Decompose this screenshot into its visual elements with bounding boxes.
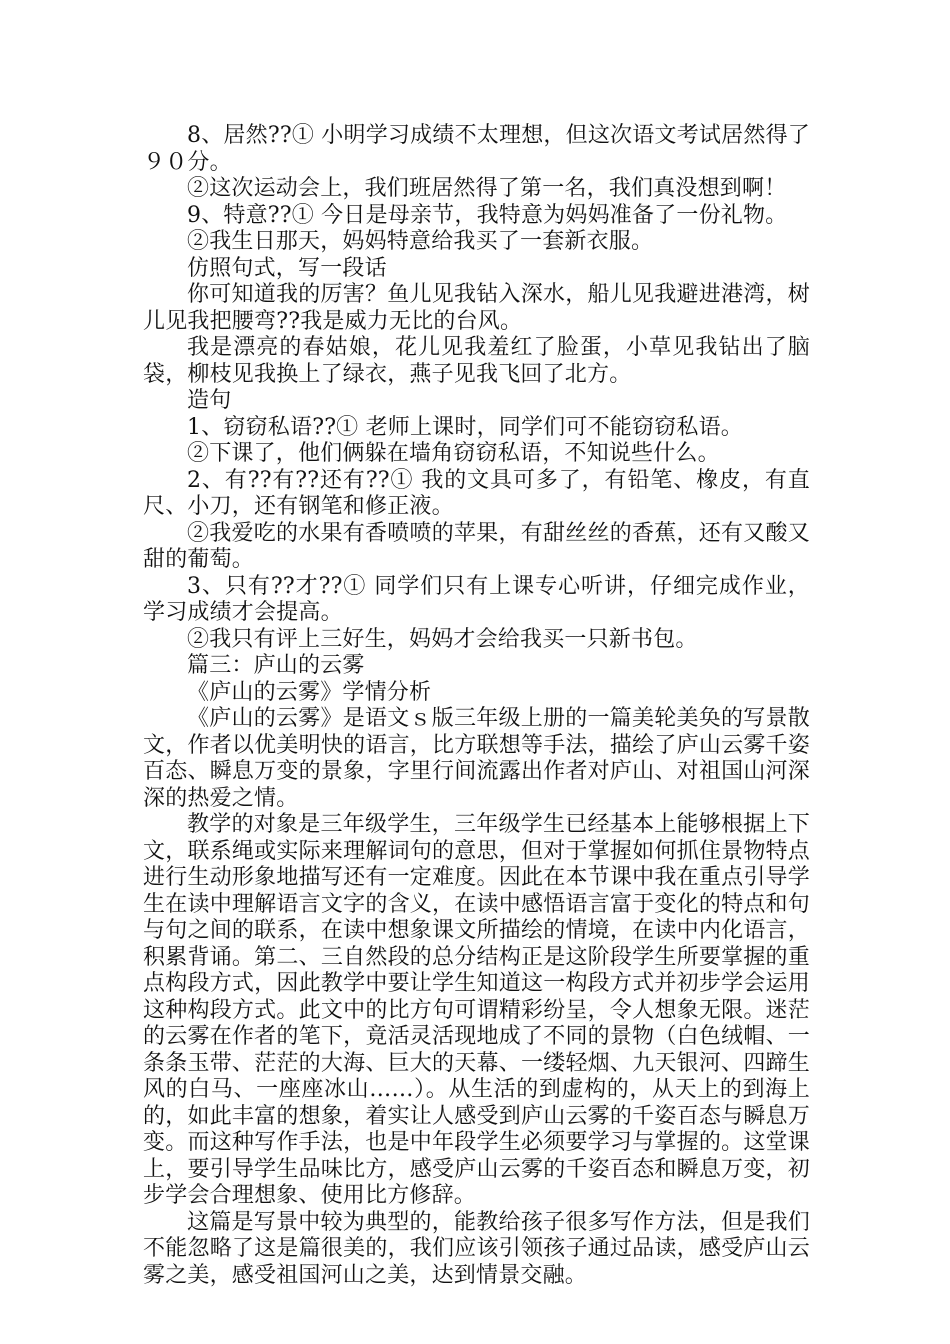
paragraph-1: 8、居然??① 小明学习成绩不太理想，但这次语文考试居然得了９０分。 xyxy=(143,123,810,175)
paragraph-18: 教学的对象是三年级学生，三年级学生已经基本上能够根据上下文，联系绳或实际来理解词句的意思，但对于掌握如何抓住景物特点进行生动形象地描写还有一定难度。因此在本节课中我在重点引导学生在读中理解语言文字的含义，在读中感悟语言富于变化的特点和句与句之间的联系，在读中想象课文所描绘的情境，在读中内化语言，积累背诵。第二、三自然段的总分结构正是这阶段学生所要掌握的重点构段方式，因此教学中要让学生知道这一构段方式并初步学会运用这种构段方式。此文中的比方句可谓精彩纷呈，令人想象无限。迷茫的云雾在作者的笔下，竟活灵活现地成了不同的景物（白色绒帽、一条条玉带、茫茫的大海、巨大的天幕、一缕轻烟、九天银河、四蹄生风的白马、一座座冰山……）。从生活的到虚构的，从天上的到海上的，如此丰富的想象，着实让人感受到庐山云雾的千姿百态与瞬息万变。而这种写作手法，也是中年段学生必须要学习与掌握的。这堂课上，要引导学生品味比方，感受庐山云雾的千姿百态和瞬息万变，初步学会合理想象、使用比方修辞。 xyxy=(143,812,810,1208)
section-heading-part-three: 篇三：庐山的云雾 xyxy=(187,653,365,678)
section-heading-analysis: 《庐山的云雾》学情分析 xyxy=(187,679,432,705)
section-heading-sentences: 造句 xyxy=(187,388,232,413)
paragraph-6: 你可知道我的厉害？鱼儿见我钻入深水，船儿见我避进港湾，树儿见我把腰弯??我是威力无比的台风。 xyxy=(143,282,810,334)
paragraph-14: ②我只有评上三好生，妈妈才会给我买一只新书包。 xyxy=(187,626,698,652)
paragraph-4: ②我生日那天，妈妈特意给我买了一套新衣服。 xyxy=(187,229,654,254)
paragraph-13: 3、只有??才??① 同学们只有上课专心听讲，仔细完成作业，学习成绩才会提高。 xyxy=(143,573,810,625)
paragraph-12: ②我爱吃的水果有香喷喷的苹果，有甜丝丝的香蕉，还有又酸又甜的葡萄。 xyxy=(143,520,810,572)
paragraph-11: 2、有??有??还有??① 我的文具可多了，有铅笔、橡皮，有直尺、小刀，还有钢笔和修正液。 xyxy=(143,467,810,519)
paragraph-19: 这篇是写景中较为典型的，能教给孩子很多写作方法，但是我们不能忽略了这是篇很美的，我们应该引领孩子通过品读，感受庐山云雾之美，感受祖国河山之美，达到情景交融。 xyxy=(143,1209,810,1288)
paragraph-9: 1、窃窃私语??① 老师上课时，同学们可不能窃窃私语。 xyxy=(187,414,743,440)
document-body xyxy=(143,123,810,1289)
section-heading-imitate: 仿照句式，写一段话 xyxy=(187,255,387,281)
paragraph-7: 我是漂亮的春姑娘，花儿见我羞红了脸蛋，小草见我钻出了脑袋，柳枝见我换上了绿衣，燕子见我飞回了北方。 xyxy=(143,335,810,387)
paragraph-10: ②下课了，他们俩躲在墙角窃窃私语，不知说些什么。 xyxy=(187,441,720,466)
paragraph-2: ②这次运动会上，我们班居然得了第一名，我们真没想到啊！ xyxy=(187,176,787,201)
paragraph-3: 9、特意??① 今日是母亲节，我特意为妈妈准备了一份礼物。 xyxy=(187,202,788,228)
paragraph-17: 《庐山的云雾》是语文ｓ版三年级上册的一篇美轮美奂的写景散文，作者以优美明快的语言，比方联想等手法，描绘了庐山云雾千姿百态、瞬息万变的景象，字里行间流露出作者对庐山、对祖国山河深深的热爱之情。 xyxy=(143,706,810,811)
